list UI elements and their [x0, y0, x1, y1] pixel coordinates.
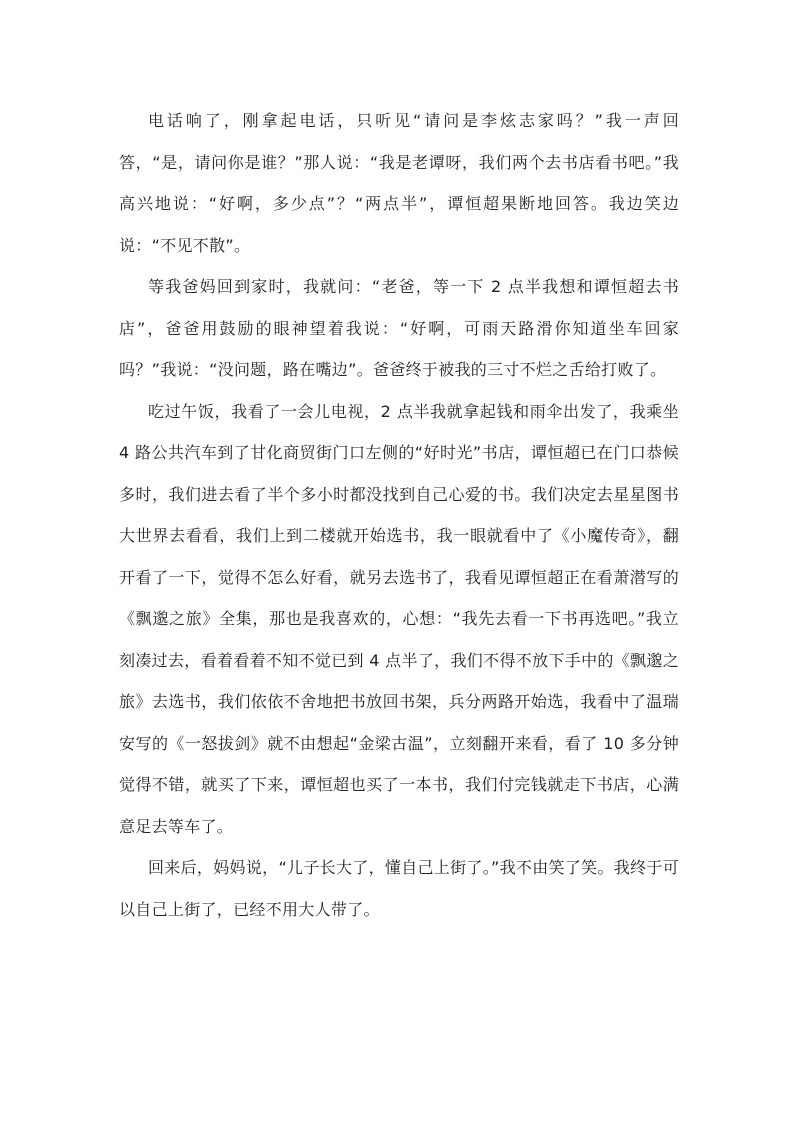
paragraph-return-home: 回来后，妈妈说，“儿子长大了，懂自己上街了。”我不由笑了笑。我终于可以自己上街了，已经不用大人带了。	[119, 858, 679, 919]
paragraph-bookstore-trip: 吃过午饭，我看了一会儿电视，2 点半我就拿起钱和雨伞出发了，我乘坐 4 路公共汽车到了甘化商贸街门口左侧的“好时光”书店，谭恒超已在门口恭候多时，我们进去看了半个多小时都没找到自己心爱的书。我们决定去星星图书大世界去看看，我们上到二楼就开始选书，我一眼就看中了《小魔传奇》，翻开看了一下，觉得不怎么好看，就另去选书了，我看见谭恒超正在看萧潜写的《飘邈之旅》全集，那也是我喜欢的，心想：“我先去看一下书再选吧。”我立刻凑过去，看着看着不知不觉已到 4 点半了，我们不得不放下手中的《飘邈之旅》去选书，我们依依不舍地把书放回书架，兵分两路开始选，我看中了温瑞安写的《一怒拔剑》就不由想起“金梁古温”，立刻翻开来看，看了 10 多分钟觉得不错，就买了下来，谭恒超也买了一本书，我们付完钱就走下书店，心满意足去等车了。	[119, 401, 679, 836]
paragraph-phone-call: 电话响了，刚拿起电话，只听见“请问是李炫志家吗？”我一声回答，“是，请问你是谁？”那人说：“我是老谭呀，我们两个去书店看书吧。”我高兴地说：“好啊，多少点”？“两点半”，谭恒超果断地回答。我边笑边说：“不见不散”。	[119, 111, 679, 255]
document-body	[119, 100, 679, 930]
paragraph-ask-parents: 等我爸妈回到家时，我就问：“老爸，等一下 2 点半我想和谭恒超去书店”，爸爸用鼓励的眼神望着我说：“好啊，可雨天路滑你知道坐车回家吗？”我说：“没问题，路在嘴边”。爸爸终于被我的三寸不烂之舌给打败了。	[119, 277, 679, 379]
